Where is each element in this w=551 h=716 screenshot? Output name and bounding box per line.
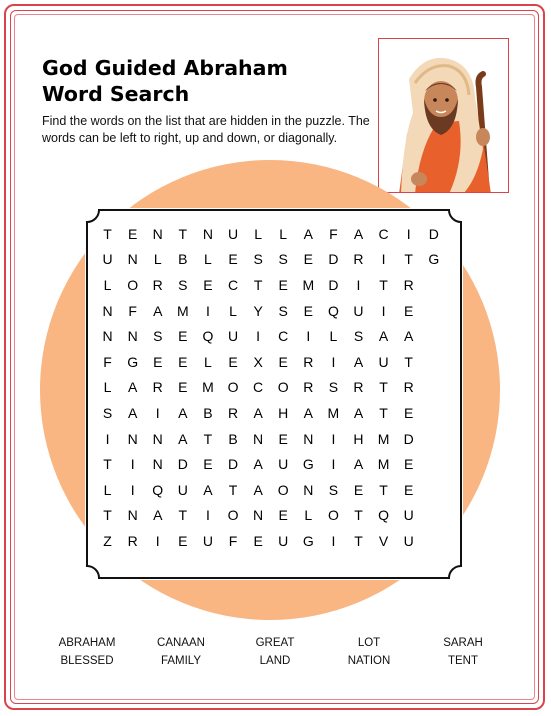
grid-letter: A bbox=[253, 481, 263, 498]
grid-letter bbox=[421, 503, 446, 529]
grid-letter: U bbox=[278, 532, 289, 549]
grid-letter: A bbox=[353, 404, 364, 421]
grid-letter: I bbox=[155, 404, 160, 421]
grid-letter: S bbox=[328, 379, 339, 396]
grid-letter: I bbox=[331, 353, 336, 370]
grid-letter: R bbox=[303, 353, 314, 370]
grid-letter: U bbox=[102, 251, 113, 268]
grid-letter bbox=[421, 451, 446, 477]
grid-letter: E bbox=[303, 302, 313, 319]
grid-letter: D bbox=[428, 225, 439, 242]
grid-letter: U bbox=[177, 481, 188, 498]
word-list-column bbox=[228, 634, 322, 670]
grid-letter: T bbox=[103, 456, 112, 473]
grid-letter: E bbox=[278, 507, 288, 524]
grid-letter: U bbox=[227, 225, 239, 242]
grid-letter bbox=[421, 349, 446, 375]
word-list-item: CANAAN bbox=[157, 637, 205, 649]
grid-letter: F bbox=[228, 532, 238, 549]
grid-letter: A bbox=[303, 225, 313, 242]
grid-letter: F bbox=[103, 353, 112, 370]
grid-letter: A bbox=[203, 481, 213, 498]
word-list-item: ABRAHAM bbox=[58, 637, 116, 649]
instructions-text: Find the words on the list that are hidden in the puzzle. The words can be left to right, up and down, or diagonally. bbox=[42, 114, 370, 145]
grid-letter: M bbox=[377, 430, 390, 447]
word-list-item: GREAT bbox=[255, 637, 295, 649]
grid-letter: T bbox=[228, 481, 238, 498]
grid-letter: G bbox=[302, 456, 314, 473]
grid-letter: E bbox=[278, 430, 288, 447]
abraham-illustration bbox=[378, 38, 509, 193]
grid-letter: A bbox=[178, 404, 188, 421]
grid-letter: N bbox=[152, 430, 163, 447]
grid-letter: T bbox=[379, 379, 388, 396]
grid-letter: N bbox=[127, 328, 138, 345]
grid-letter: R bbox=[403, 379, 414, 396]
grid-letter: R bbox=[127, 532, 138, 549]
grid-letter: G bbox=[127, 353, 139, 370]
grid-letter: T bbox=[203, 430, 213, 447]
grid-letter: B bbox=[178, 251, 188, 268]
grid-letter: A bbox=[404, 328, 414, 345]
grid-letter: Q bbox=[327, 302, 339, 319]
grid-letter bbox=[421, 375, 446, 401]
grid-letter: E bbox=[353, 481, 364, 498]
grid-letter: L bbox=[279, 225, 288, 242]
grid-letter: S bbox=[253, 251, 263, 268]
grid-letter: F bbox=[128, 302, 137, 319]
grid-letter: T bbox=[404, 353, 413, 370]
grid-letter: A bbox=[127, 404, 138, 421]
grid-letter: O bbox=[327, 507, 339, 524]
grid-letter: T bbox=[354, 507, 363, 524]
grid-letter: R bbox=[353, 379, 364, 396]
word-list-item: LOT bbox=[357, 637, 381, 649]
grid-letter: U bbox=[353, 302, 364, 319]
grid-letter bbox=[421, 477, 446, 503]
grid-letter: I bbox=[105, 430, 110, 447]
grid-letter: N bbox=[127, 430, 138, 447]
grid-letter: L bbox=[229, 302, 237, 319]
grid-letter: U bbox=[227, 328, 239, 345]
grid-letter bbox=[421, 272, 446, 298]
grid-letter: E bbox=[278, 353, 288, 370]
grid-letter: N bbox=[202, 225, 213, 242]
grid-letter: I bbox=[381, 302, 386, 319]
grid-letter: S bbox=[102, 404, 113, 421]
grid-letter: T bbox=[379, 276, 388, 293]
grid-letter: U bbox=[202, 532, 213, 549]
grid-letter: C bbox=[227, 276, 239, 293]
grid-letter: T bbox=[379, 481, 388, 498]
grid-letter: A bbox=[153, 507, 163, 524]
grid-letter: T bbox=[354, 532, 363, 549]
grid-letter: R bbox=[353, 251, 364, 268]
grid-letter: L bbox=[103, 481, 112, 498]
grid-letter: E bbox=[404, 456, 414, 473]
grid-letter: N bbox=[253, 430, 264, 447]
grid-letter bbox=[421, 298, 446, 324]
word-list-column bbox=[134, 634, 228, 670]
grid-letter: I bbox=[205, 507, 210, 524]
word-list-item: TENT bbox=[447, 655, 479, 667]
grid-letter: Z bbox=[103, 532, 112, 549]
grid-letter: E bbox=[153, 353, 163, 370]
grid-letter: N bbox=[127, 251, 138, 268]
grid-letter: T bbox=[103, 225, 112, 242]
grid-letter: M bbox=[202, 379, 214, 396]
grid-letter: H bbox=[353, 430, 364, 447]
grid-letter: S bbox=[178, 276, 188, 293]
grid-letter: S bbox=[353, 328, 364, 345]
grid-letter: D bbox=[403, 430, 414, 447]
grid-letter: T bbox=[253, 276, 263, 293]
grid-letter: N bbox=[102, 302, 113, 319]
grid-letter: L bbox=[103, 276, 112, 293]
grid-letter: E bbox=[404, 404, 414, 421]
grid-letter: L bbox=[204, 353, 212, 370]
grid-letter: A bbox=[353, 456, 364, 473]
letter-grid bbox=[95, 221, 446, 579]
grid-letter: O bbox=[277, 481, 289, 498]
grid-letter: I bbox=[406, 225, 411, 242]
grid-letter: M bbox=[377, 456, 390, 473]
grid-letter: C bbox=[278, 328, 289, 345]
grid-letter: C bbox=[253, 379, 264, 396]
grid-letter: D bbox=[227, 456, 239, 473]
word-list-item: FAMILY bbox=[160, 655, 202, 667]
grid-letter: A bbox=[353, 353, 364, 370]
word-list-item: BLESSED bbox=[60, 655, 114, 667]
abraham-figure-icon bbox=[379, 39, 509, 193]
title-line-1: God Guided Abraham bbox=[42, 56, 288, 80]
grid-letter: E bbox=[178, 532, 188, 549]
grid-letter: T bbox=[178, 507, 188, 524]
grid-letter: I bbox=[331, 456, 336, 473]
grid-letter: A bbox=[178, 430, 188, 447]
grid-letter: L bbox=[103, 379, 112, 396]
grid-letter: Y bbox=[253, 302, 263, 319]
grid-letter: U bbox=[278, 456, 289, 473]
grid-letter: E bbox=[278, 276, 288, 293]
grid-letter: A bbox=[353, 225, 364, 242]
grid-letter: A bbox=[378, 328, 389, 345]
grid-letter: L bbox=[254, 225, 262, 242]
grid-letter: E bbox=[228, 251, 238, 268]
word-list-column bbox=[40, 634, 134, 670]
grid-letter: O bbox=[127, 276, 139, 293]
grid-letter bbox=[421, 323, 446, 349]
grid-letter: E bbox=[178, 353, 188, 370]
grid-letter: R bbox=[152, 276, 163, 293]
word-list-column bbox=[322, 634, 416, 670]
grid-letter bbox=[421, 426, 446, 452]
word-list-column bbox=[416, 634, 510, 670]
grid-letter: Q bbox=[152, 481, 164, 498]
grid-letter bbox=[421, 528, 446, 554]
grid-letter: F bbox=[329, 225, 338, 242]
grid-letter: I bbox=[205, 302, 210, 319]
word-list-item: SARAH bbox=[443, 637, 483, 649]
grid-letter: E bbox=[178, 328, 188, 345]
grid-letter: Q bbox=[378, 507, 390, 524]
grid-letter: S bbox=[153, 328, 163, 345]
grid-letter: L bbox=[204, 251, 212, 268]
grid-letter: X bbox=[253, 353, 263, 370]
title-line-2: Word Search bbox=[42, 82, 190, 106]
grid-letter: U bbox=[378, 353, 389, 370]
grid-letter: C bbox=[378, 225, 389, 242]
grid-letter: L bbox=[153, 251, 162, 268]
grid-letter: I bbox=[331, 532, 336, 549]
grid-letter: U bbox=[403, 532, 414, 549]
grid-letter: E bbox=[127, 225, 138, 242]
grid-letter: L bbox=[329, 328, 338, 345]
grid-letter: L bbox=[304, 507, 313, 524]
grid-letter: D bbox=[328, 276, 339, 293]
grid-letter: A bbox=[153, 302, 163, 319]
grid-letter: I bbox=[130, 456, 135, 473]
grid-letter: R bbox=[303, 379, 314, 396]
word-list-item: NATION bbox=[347, 655, 391, 667]
grid-letter: Q bbox=[202, 328, 214, 345]
grid-letter: G bbox=[302, 532, 314, 549]
grid-letter: R bbox=[403, 276, 414, 293]
word-list bbox=[40, 634, 510, 670]
grid-letter: E bbox=[404, 302, 414, 319]
grid-letter: R bbox=[152, 379, 163, 396]
grid-letter: S bbox=[278, 251, 288, 268]
grid-letter: I bbox=[381, 251, 386, 268]
grid-letter: N bbox=[127, 507, 138, 524]
grid-letter: U bbox=[403, 507, 414, 524]
grid-letter: H bbox=[278, 404, 289, 421]
grid-letter: N bbox=[102, 328, 113, 345]
grid-letter: A bbox=[253, 404, 263, 421]
grid-letter: T bbox=[379, 404, 388, 421]
grid-letter: B bbox=[203, 404, 213, 421]
grid-letter: N bbox=[253, 507, 264, 524]
grid-letter: E bbox=[178, 379, 188, 396]
grid-letter: I bbox=[130, 481, 135, 498]
grid-letter: T bbox=[404, 251, 413, 268]
grid-letter: T bbox=[103, 507, 112, 524]
word-search-grid bbox=[85, 208, 463, 580]
grid-letter: R bbox=[227, 404, 239, 421]
grid-letter: E bbox=[203, 456, 213, 473]
grid-letter: T bbox=[178, 225, 188, 242]
grid-letter: E bbox=[203, 276, 213, 293]
grid-letter: N bbox=[152, 456, 163, 473]
grid-letter: N bbox=[152, 225, 163, 242]
grid-letter: S bbox=[328, 481, 339, 498]
grid-letter: O bbox=[227, 507, 239, 524]
grid-letter: E bbox=[303, 251, 313, 268]
grid-letter: I bbox=[256, 328, 261, 345]
grid-letter: A bbox=[127, 379, 138, 396]
grid-letter: A bbox=[303, 404, 313, 421]
grid-letter bbox=[421, 400, 446, 426]
grid-letter: N bbox=[303, 430, 314, 447]
page-title bbox=[42, 55, 288, 107]
grid-letter: S bbox=[278, 302, 288, 319]
grid-letter: D bbox=[328, 251, 339, 268]
grid-letter: D bbox=[177, 456, 188, 473]
grid-letter: V bbox=[378, 532, 389, 549]
grid-letter: O bbox=[277, 379, 289, 396]
grid-letter: M bbox=[176, 302, 189, 319]
grid-letter: N bbox=[303, 481, 314, 498]
grid-letter: I bbox=[306, 328, 311, 345]
grid-letter: E bbox=[404, 481, 414, 498]
grid-letter: G bbox=[428, 251, 440, 268]
grid-letter: A bbox=[253, 456, 263, 473]
grid-letter: E bbox=[253, 532, 263, 549]
grid-letter: E bbox=[228, 353, 238, 370]
grid-letter: O bbox=[227, 379, 239, 396]
grid-letter: B bbox=[228, 430, 238, 447]
grid-letter: M bbox=[327, 404, 340, 421]
word-list-item: LAND bbox=[259, 655, 291, 667]
grid-letter: I bbox=[155, 532, 160, 549]
grid-letter: I bbox=[356, 276, 361, 293]
grid-letter: I bbox=[331, 430, 336, 447]
grid-letter: M bbox=[302, 276, 315, 293]
